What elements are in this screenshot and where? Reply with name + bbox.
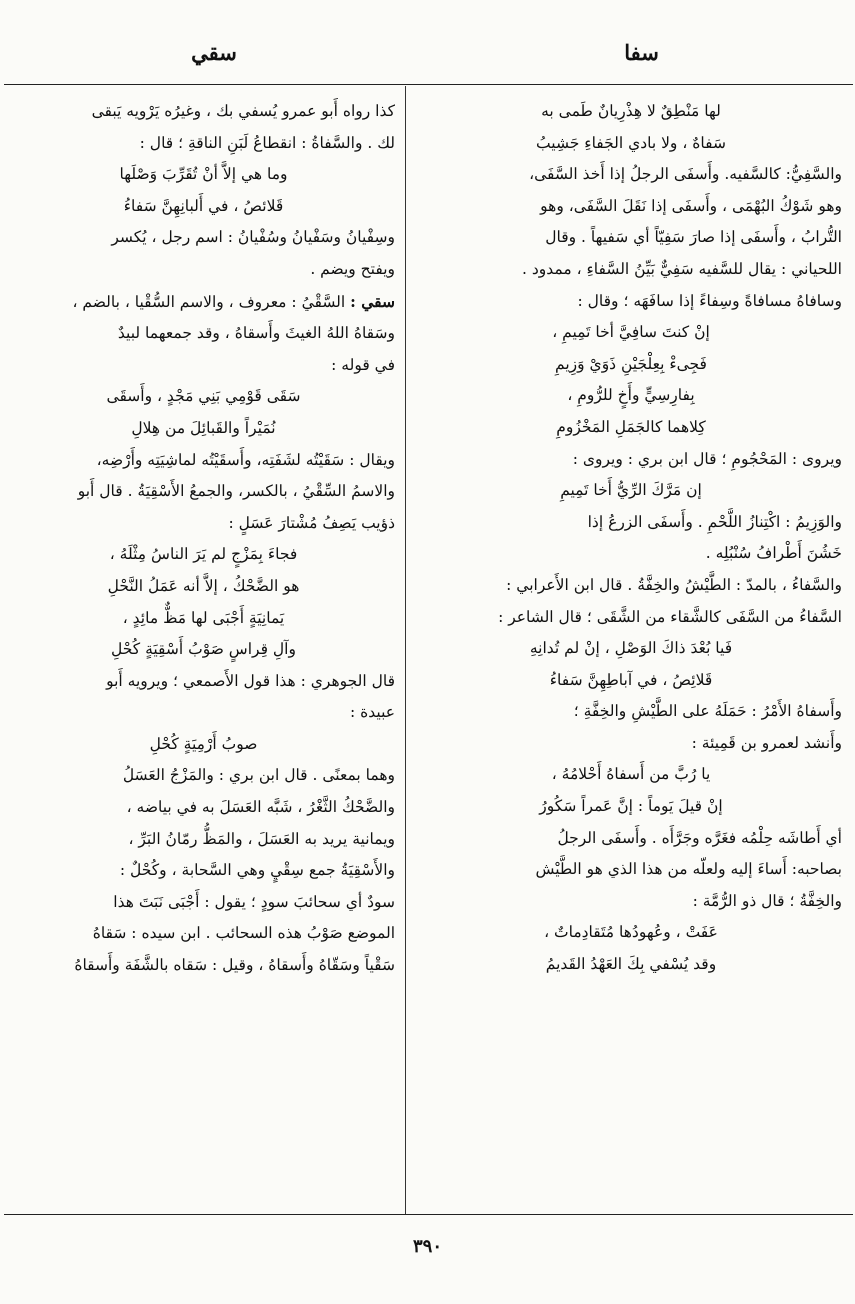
left-column	[12, 96, 395, 1208]
line-text: ويفتح ويضم .	[310, 259, 395, 278]
line-text: التُّرابُ ، وأَسفَى إذا صارَ سَفِيّاً أي سَفيهاً . وقال	[545, 228, 842, 247]
line-text: والسَّفاءُ ، بالمدّ : الطَّيْشُ والخِفَّةُ . قال ابن الأَعرابي :	[506, 575, 842, 594]
verse-line	[420, 349, 842, 381]
text-line	[420, 191, 842, 223]
line-text: وسافاهُ مسافاةً وسِفاءً إذا سافَهَه ؛ وقال :	[577, 291, 842, 310]
verse-line	[420, 665, 842, 697]
line-text: صوبُ أَرْمِيَةٍ كُحْلِ	[149, 734, 258, 753]
text-line	[420, 602, 842, 634]
text-line	[12, 887, 395, 919]
text-line	[12, 855, 395, 887]
line-text: والضَّحْكُ الثَّغْرُ ، شَبَّه العَسَلَ به في بياضه ،	[126, 798, 395, 817]
text-line	[12, 128, 395, 160]
text-line	[12, 286, 395, 319]
text-line	[12, 760, 395, 792]
verse-line	[420, 759, 842, 791]
line-text: يَمانِيَةٍ أَجْبَى لها مَظٌّ مائِدٍ ،	[122, 608, 285, 627]
line-text: فَجِىءْ بِعِلْجَيْنِ ذَوَيْ وَزِيمِ	[555, 354, 707, 373]
text-line	[420, 696, 842, 728]
page-number: ٣٩٠	[412, 1236, 442, 1257]
verse-line	[420, 317, 842, 349]
line-text: وقد يُسْفي بِكَ العَهْدُ القَديمُ	[545, 955, 717, 974]
text-line	[12, 476, 395, 508]
line-text: نُمَيْراً والقَبائِلَ من هِلالِ	[131, 418, 276, 437]
text-line	[12, 350, 395, 382]
verse-line	[12, 603, 395, 635]
line-text: والسَّفِيُّ: كالسَّفيه. وأَسفَى الرجلُ إذا أَخذ السَّفَى،	[529, 165, 842, 184]
line-text: عبيدة :	[349, 703, 395, 722]
line-text: السَّفاءُ من السَّفَى كالشَّقاء من الشَّقَى ؛ قال الشاعر :	[498, 607, 842, 626]
verse-line	[420, 791, 842, 823]
line-text: والوَزِيمُ : اكْتِنازُ اللَّحْمِ . وأَسفَى الزرعُ إذا	[587, 512, 842, 531]
line-text: لك . والسَّفاةُ : انقطاعُ لَبَنِ الناقةِ ؛ قال :	[139, 133, 395, 152]
text-line	[420, 507, 842, 539]
line-text: هو الضَّحْكُ ، إلاَّ أنه عَمَلُ النَّحْلِ	[107, 576, 300, 595]
line-text: ويروى : المَحْجُومِ ؛ قال ابن بري : ويروى :	[572, 449, 842, 468]
line-text: بِفارِسِيٍّ وأَخٍ للرُّومِ ،	[567, 386, 695, 405]
line-text: اللحياني : يقال للسَّفيه سَفِيٌّ بَيِّنُ السَّفاءِ ، ممدود .	[522, 259, 842, 278]
line-text: الموضع صَوْبُ هذه السحائب . ابن سيده : سَقاهُ	[92, 924, 395, 943]
line-text: والاسمُ السِّقْيُ ، بالكسر، والجمعُ الأَسْقِيَةُ . قال أَبو	[77, 482, 395, 501]
text-line	[420, 886, 842, 918]
text-line	[12, 824, 395, 856]
verse-line	[12, 159, 395, 191]
text-line	[12, 697, 395, 729]
text-line	[420, 823, 842, 855]
verse-line	[420, 633, 842, 665]
line-text: وما هي إلاَّ أنْ تُقَرِّبَ وَصْلَها	[119, 165, 288, 184]
line-text: السَّقْيُ : معروف ، والاسم السُّقْيا ، بالضم ،	[72, 292, 346, 311]
line-text: كِلاهما كالجَمَلِ المَخْزُومِ	[556, 417, 706, 436]
line-text: سَقَى قَوْمِي بَنِي مَجْدٍ ، وأَسقَى	[106, 387, 301, 406]
text-line	[12, 508, 395, 540]
column-divider	[405, 86, 406, 1214]
line-text: لها مَنْطِقٌ لا هِذْرِيانٌ طَمى به	[541, 102, 721, 120]
line-text: سودٌ أي سحائبَ سودٍ ؛ يقول : أَجْبَى نَبَتَ هذا	[113, 892, 395, 911]
verse-line	[420, 917, 842, 949]
verse-line	[12, 634, 395, 666]
line-text: وهو شَوْكُ البُهْمَى ، وأَسفَى إذا نَقَلَ السَّفَى، وهو	[540, 196, 842, 215]
entry-headword: سقي :	[350, 291, 395, 311]
left-column-title: سقي	[191, 40, 237, 65]
text-line	[420, 728, 842, 760]
text-line	[420, 159, 842, 191]
right-column	[420, 96, 842, 1208]
line-text: والخِفَّةُ ؛ قال ذو الرُّمَّة :	[692, 891, 842, 910]
text-line	[420, 854, 842, 886]
line-text: والأَسْقِيَةُ جمع سِقْيٍ وهي السَّحابة ، وكُحْلٌ :	[119, 861, 395, 880]
text-line	[12, 792, 395, 824]
verse-line	[12, 571, 395, 603]
text-line	[12, 918, 395, 950]
line-text: في قوله :	[331, 355, 395, 374]
line-text: إنْ قيلَ يَوماً : إنَّ عَمراً سَكُورُ	[539, 797, 723, 816]
line-text: قَلائِصُ ، في آباطِهِنَّ سَفاءُ	[549, 670, 713, 689]
verse-line	[420, 380, 842, 412]
text-line	[12, 96, 395, 128]
text-line	[12, 666, 395, 698]
verse-line	[420, 475, 842, 507]
line-text: سَقْياً وسَقّاهُ وأَسقاهُ ، وقيل : سَقاه بالشَّفَة وأَسقاهُ	[74, 956, 395, 975]
line-text: ويمانية يريد به العَسَلَ ، والمَظُّ رمّانُ البَرِّ ،	[128, 829, 395, 848]
line-text: أي أَطاشَه حِلْمُه فغَرَّه وجَرَّأَه . وأَسفَى الرجلُ	[557, 828, 842, 847]
text-line	[12, 318, 395, 350]
verse-line	[12, 381, 395, 413]
line-text: قَلائصُ ، في أَلبانِهِنَّ سَفاءُ	[123, 196, 284, 215]
text-line	[420, 286, 842, 318]
verse-line	[420, 96, 842, 128]
text-line	[420, 254, 842, 286]
text-line	[12, 254, 395, 286]
text-line	[12, 222, 395, 254]
text-line	[12, 950, 395, 982]
line-text: سَفاهٌ ، ولا بادي الجَفاءِ جَشِيبُ	[536, 133, 726, 152]
line-text: وأَنشد لعمرو بن قَمِيئة :	[691, 733, 842, 752]
line-text: وسَقاهُ اللهُ الغيثَ وأَسقاهُ ، وقد جمعهما لبيدٌ	[117, 324, 395, 343]
text-line	[12, 445, 395, 477]
text-line	[420, 222, 842, 254]
text-line	[420, 444, 842, 476]
verse-line	[420, 949, 842, 981]
verse-line	[420, 412, 842, 444]
verse-line	[12, 191, 395, 223]
text-line	[420, 538, 842, 570]
line-text: فجاءَ بِمَزْجٍ لم يَرَ الناسُ مِثْلَهُ ،	[109, 545, 298, 564]
verse-line	[420, 128, 842, 160]
text-line	[420, 570, 842, 602]
top-rule	[4, 84, 853, 85]
line-text: ذؤيب يَصِفُ مُشْتارَ عَسَلٍ :	[228, 513, 395, 532]
line-text: عَفَتْ ، وعُهودُها مُتَقادِماتٌ ،	[544, 923, 718, 942]
line-text: كذا رواه أَبو عمرو يُسفي بك ، وغيرُه يَرْويه يَبقى	[91, 102, 395, 120]
line-text: ويقال : سَقَيْتُه لشَفَتِه، وأَسقَيْتُه لماشِيَتِه وأَرْضِه،	[96, 450, 395, 469]
line-text: وأَسفاهُ الأَمْرُ : حَمَلَهُ على الطَّيْشِ والخِفَّةِ ؛	[573, 702, 842, 721]
line-text: وآلِ قِراسٍ صَوْبُ أَسْقِيَةٍ كُحْلِ	[111, 640, 296, 659]
line-text: بصاحبه: أَساءَ إليه ولعلّه من هذا الذي هو الطَّيْش	[535, 860, 842, 879]
line-text: يا رُبَّ من أَسفاهُ أَحْلامُهُ ،	[551, 765, 711, 784]
line-text: وسِفْيانُ وسَفْيانُ وسُفْيانُ : اسم رجل ، يُكسر	[111, 228, 395, 247]
line-text: فَيا بُعْدَ ذاكَ الوَصْلِ ، إنْ لم تُدانِهِ	[529, 639, 733, 658]
right-column-title: سفا	[624, 40, 659, 65]
bottom-rule	[4, 1214, 853, 1215]
line-text: إنْ كنتَ سافِيَّ أخا تَمِيمِ ،	[552, 323, 710, 342]
verse-line	[12, 539, 395, 571]
line-text: قال الجوهري : هذا قول الأَصمعي ؛ ويرويه أَبو	[106, 671, 395, 690]
line-text: وهما بمعنًى . قال ابن بري : والمَزْجُ العَسَلُ	[122, 766, 395, 785]
verse-line	[12, 413, 395, 445]
line-text: إن مَرَّكَ الرِّيُّ أَخا تَمِيمِ	[560, 481, 702, 500]
verse-line	[12, 729, 395, 761]
line-text: خَشُنَ أَطْرافُ سُنْبُلِه .	[705, 544, 842, 563]
